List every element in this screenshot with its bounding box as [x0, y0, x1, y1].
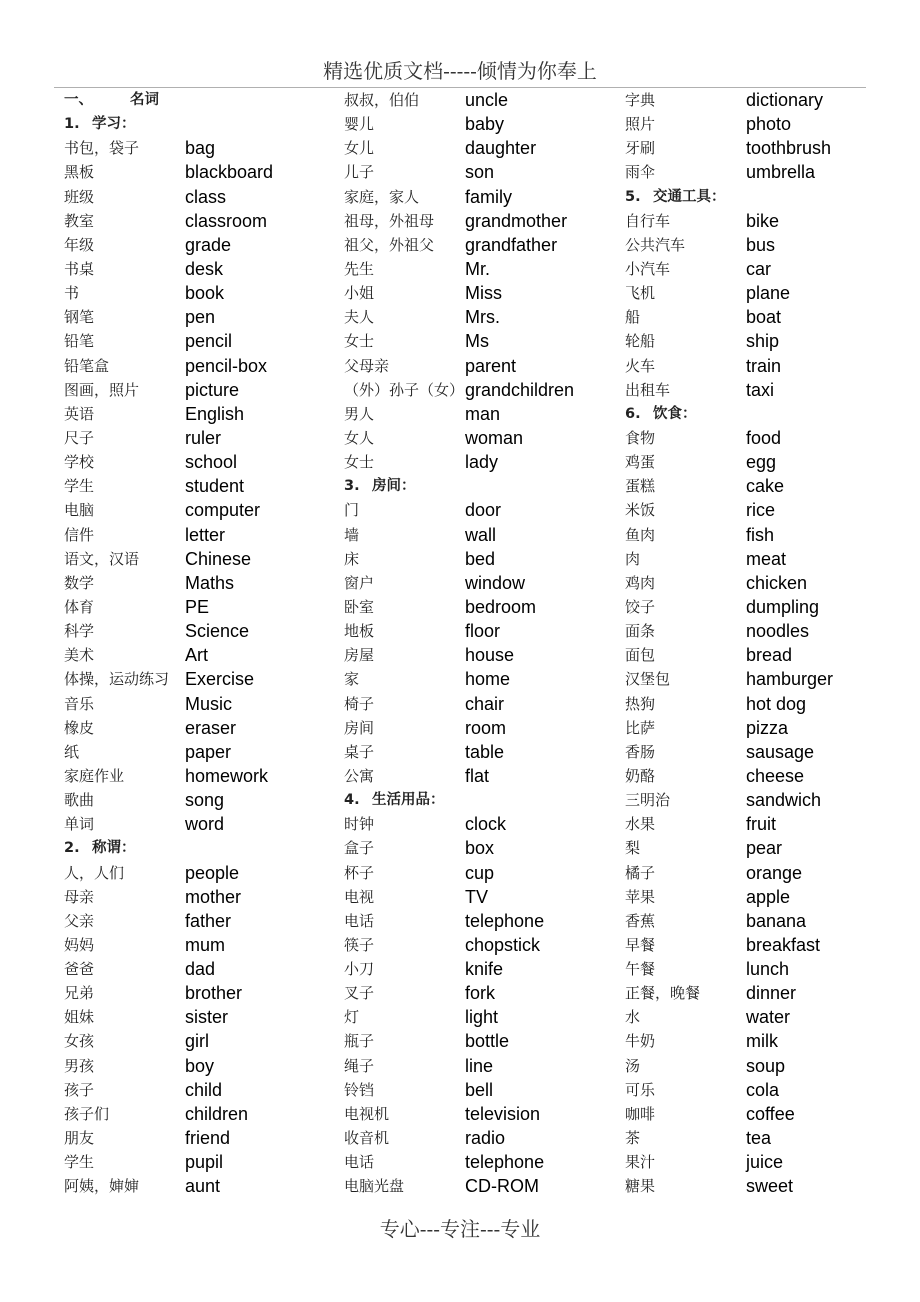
- chinese-term: 祖母，外祖母: [344, 211, 435, 230]
- english-term: Art: [185, 645, 209, 666]
- english-term: song: [185, 790, 225, 811]
- chinese-term: 妈妈: [64, 935, 95, 954]
- chinese-term: 飞机: [625, 284, 656, 303]
- chinese-term: 咖啡: [625, 1104, 656, 1123]
- section-number: 2.: [64, 840, 80, 857]
- section-heading-text: [344, 788, 445, 812]
- english-term: water: [746, 1007, 791, 1028]
- english-term: pencil: [185, 331, 233, 352]
- english-term: word: [185, 814, 225, 835]
- english-term: sister: [185, 1007, 229, 1028]
- english-term: cola: [746, 1079, 780, 1100]
- english-term: baby: [465, 114, 505, 135]
- chinese-term: 先生: [344, 259, 375, 278]
- english-term: Miss: [465, 283, 502, 304]
- english-term: boat: [746, 307, 782, 328]
- english-term: sausage: [746, 741, 815, 762]
- english-term: bed: [465, 548, 496, 569]
- chinese-term: 小姐: [344, 284, 375, 303]
- english-term: box: [465, 838, 495, 859]
- chinese-term: 梨: [625, 839, 641, 858]
- chinese-term: 出租车: [625, 380, 671, 399]
- english-term: knife: [465, 959, 504, 980]
- english-term: bottle: [465, 1031, 510, 1052]
- chinese-term: 图画，照片: [64, 380, 140, 399]
- english-term: house: [465, 645, 515, 666]
- english-term: mother: [185, 886, 242, 907]
- chinese-term: 窗户: [344, 573, 375, 592]
- english-term: mum: [185, 934, 225, 955]
- english-term: lunch: [746, 959, 790, 980]
- english-term: Ms: [465, 331, 489, 352]
- chinese-term: 椅子: [344, 694, 375, 713]
- english-term: Music: [185, 693, 233, 714]
- chinese-term: 房间: [344, 718, 375, 737]
- english-term: sweet: [746, 1176, 794, 1197]
- english-term: telephone: [465, 1152, 545, 1173]
- chinese-term: 单词: [64, 815, 95, 834]
- chinese-term: 电话: [344, 911, 375, 930]
- chinese-term: 小汽车: [625, 259, 671, 278]
- chinese-term: 牙刷: [625, 139, 656, 158]
- english-term: meat: [746, 548, 787, 569]
- chinese-term: 橡皮: [64, 718, 95, 737]
- chinese-term: 热狗: [625, 694, 656, 713]
- header-divider: [54, 87, 866, 88]
- english-term: desk: [185, 258, 224, 279]
- english-term: bread: [746, 645, 793, 666]
- english-term: Mr.: [465, 258, 490, 279]
- section-title: 饮食：: [653, 405, 697, 422]
- english-term: milk: [746, 1031, 778, 1052]
- chinese-term: 地板: [344, 622, 375, 641]
- english-term: TV: [465, 886, 489, 907]
- english-term: hot dog: [746, 693, 807, 714]
- chinese-term: 房屋: [344, 646, 375, 665]
- english-term: fish: [746, 524, 775, 545]
- section-heading-text: [64, 88, 159, 112]
- section-heading-text: [64, 112, 136, 136]
- chinese-term: 钢笔: [64, 308, 95, 327]
- english-term: father: [185, 910, 232, 931]
- chinese-term: 英语: [64, 404, 95, 423]
- section-heading-text: [625, 185, 726, 209]
- english-term: woman: [465, 427, 524, 448]
- chinese-term: 婴儿: [344, 115, 375, 134]
- chinese-term: 灯: [344, 1008, 360, 1027]
- english-term: fruit: [746, 814, 777, 835]
- section-title: 房间：: [372, 478, 416, 495]
- chinese-term: 铅笔盒: [64, 356, 110, 375]
- section-title: 称谓：: [92, 840, 136, 857]
- english-term: homework: [185, 765, 269, 786]
- chinese-term: 床: [344, 549, 360, 568]
- english-term: classroom: [185, 210, 268, 231]
- chinese-term: 卧室: [344, 597, 375, 616]
- english-term: flat: [465, 765, 490, 786]
- chinese-term: 姐妹: [64, 1008, 95, 1027]
- chinese-term: 收音机: [344, 1129, 390, 1148]
- section-title: 名词: [130, 92, 159, 108]
- chinese-term: 字典: [625, 91, 656, 109]
- chinese-term: 爸爸: [64, 960, 95, 979]
- chinese-term: 电视: [344, 887, 375, 906]
- chinese-term: 桌子: [344, 742, 375, 761]
- chinese-term: （外）孙子（女）: [344, 380, 465, 399]
- chinese-term: 语文，汉语: [64, 549, 140, 568]
- chinese-term: 可乐: [625, 1080, 656, 1099]
- chinese-term: 男人: [344, 404, 375, 423]
- english-term: toothbrush: [746, 138, 832, 159]
- section-heading-text: [64, 836, 136, 860]
- english-term: book: [185, 283, 225, 304]
- english-term: girl: [185, 1031, 210, 1052]
- chinese-term: 学生: [64, 1153, 95, 1172]
- chinese-term: 盒子: [344, 839, 375, 858]
- chinese-term: 父母亲: [344, 356, 390, 375]
- chinese-term: 男孩: [64, 1056, 95, 1075]
- english-term: student: [185, 476, 245, 497]
- english-term: PE: [185, 596, 210, 617]
- english-term: cup: [465, 862, 495, 883]
- chinese-term: 杯子: [344, 863, 375, 882]
- chinese-term: 时钟: [344, 815, 375, 834]
- english-term: bike: [746, 210, 780, 231]
- english-term: egg: [746, 452, 777, 473]
- chinese-term: 女孩: [64, 1032, 95, 1051]
- english-term: Maths: [185, 572, 235, 593]
- chinese-term: 孩子: [64, 1080, 95, 1099]
- english-term: paper: [185, 741, 232, 762]
- chinese-term: 书桌: [64, 259, 95, 278]
- english-term: pen: [185, 307, 216, 328]
- english-term: parent: [465, 355, 517, 376]
- english-term: bus: [746, 234, 776, 255]
- chinese-term: 班级: [64, 187, 95, 206]
- chinese-term: 牛奶: [625, 1032, 656, 1051]
- english-term: apple: [746, 886, 791, 907]
- chinese-term: 食物: [625, 428, 656, 447]
- english-term: television: [465, 1103, 541, 1124]
- english-term: computer: [185, 500, 261, 521]
- chinese-term: 体育: [64, 597, 95, 616]
- chinese-term: 兄弟: [64, 984, 95, 1003]
- chinese-term: 年级: [64, 235, 95, 254]
- english-term: blackboard: [185, 162, 274, 183]
- chinese-term: 橘子: [625, 863, 656, 882]
- chinese-term: 朋友: [64, 1129, 95, 1148]
- english-term: school: [185, 452, 238, 473]
- english-term: family: [465, 186, 513, 207]
- chinese-term: 香肠: [625, 742, 656, 761]
- chinese-term: 书包，袋子: [64, 139, 140, 158]
- english-term: letter: [185, 524, 226, 545]
- english-term: Science: [185, 621, 250, 642]
- english-term: table: [465, 741, 505, 762]
- english-term: light: [465, 1007, 499, 1028]
- english-term: aunt: [185, 1176, 221, 1197]
- chinese-term: 叔叔，伯伯: [344, 91, 420, 109]
- english-term: rice: [746, 500, 776, 521]
- english-term: son: [465, 162, 495, 183]
- chinese-term: 饺子: [625, 597, 656, 616]
- english-term: pear: [746, 838, 783, 859]
- chinese-term: 船: [625, 308, 641, 327]
- chinese-term: 水果: [625, 815, 656, 834]
- chinese-term: 家庭作业: [64, 766, 125, 785]
- english-term: clock: [465, 814, 507, 835]
- chinese-term: 香蕉: [625, 911, 656, 930]
- english-term: sandwich: [746, 790, 822, 811]
- chinese-term: 面包: [625, 646, 656, 665]
- english-term: coffee: [746, 1103, 795, 1124]
- english-term: chair: [465, 693, 505, 714]
- english-term: Mrs.: [465, 307, 500, 328]
- section-heading-text: [344, 474, 416, 498]
- english-term: taxi: [746, 379, 775, 400]
- english-term: class: [185, 186, 227, 207]
- english-term: umbrella: [746, 162, 816, 183]
- english-term: dictionary: [746, 90, 824, 110]
- english-term: noodles: [746, 621, 810, 642]
- chinese-term: 叉子: [344, 984, 375, 1003]
- page-header: 精选优质文档-----倾情为你奉上: [323, 59, 597, 83]
- chinese-term: 黑板: [64, 163, 95, 182]
- chinese-term: 汉堡包: [625, 670, 671, 689]
- chinese-term: 夫人: [344, 308, 375, 327]
- english-term: wall: [465, 524, 497, 545]
- chinese-term: 铃铛: [344, 1080, 375, 1099]
- english-term: bedroom: [465, 596, 537, 617]
- english-term: dinner: [746, 983, 797, 1004]
- chinese-term: 信件: [64, 525, 95, 544]
- chinese-term: 学校: [64, 453, 95, 472]
- chinese-term: 女士: [344, 332, 375, 351]
- chinese-term: 汤: [625, 1056, 641, 1075]
- english-term: dumpling: [746, 596, 820, 617]
- english-term: radio: [465, 1128, 506, 1149]
- chinese-term: 蛋糕: [625, 477, 656, 496]
- chinese-term: 肉: [625, 549, 641, 568]
- chinese-term: 糖果: [625, 1177, 656, 1196]
- chinese-term: 绳子: [344, 1056, 375, 1075]
- chinese-term: 父亲: [64, 911, 95, 930]
- english-term: boy: [185, 1055, 215, 1076]
- section-number: 3.: [344, 478, 360, 495]
- chinese-term: 鸡蛋: [625, 453, 656, 472]
- english-term: eraser: [185, 717, 237, 738]
- english-term: photo: [746, 114, 792, 135]
- chinese-term: 瓶子: [344, 1032, 375, 1051]
- chinese-term: 美术: [64, 646, 95, 665]
- english-term: ship: [746, 331, 780, 352]
- english-term: bell: [465, 1079, 494, 1100]
- chinese-term: 火车: [625, 356, 656, 375]
- chinese-term: 孩子们: [64, 1104, 110, 1123]
- english-term: car: [746, 258, 772, 279]
- chinese-term: 电脑光盘: [344, 1177, 405, 1196]
- english-term: orange: [746, 862, 803, 883]
- chinese-term: 科学: [64, 622, 95, 641]
- chinese-term: 早餐: [625, 935, 656, 954]
- english-term: food: [746, 427, 782, 448]
- chinese-term: 电脑: [64, 501, 95, 520]
- chinese-term: 茶: [625, 1129, 641, 1148]
- english-term: telephone: [465, 910, 545, 931]
- section-heading-text: [625, 402, 697, 426]
- section-title: 学习：: [92, 116, 136, 133]
- chinese-term: 家庭，家人: [344, 187, 420, 206]
- english-term: window: [465, 572, 526, 593]
- english-term: hamburger: [746, 669, 834, 690]
- section-title: 交通工具：: [653, 188, 726, 205]
- english-term: Chinese: [185, 548, 252, 569]
- english-term: grandfather: [465, 234, 558, 255]
- english-term: cheese: [746, 765, 805, 786]
- chinese-term: 墙: [344, 525, 360, 544]
- chinese-term: 阿姨，婶婶: [64, 1177, 140, 1196]
- chinese-term: 公共汽车: [625, 235, 686, 254]
- english-term: pencil-box: [185, 355, 268, 376]
- english-term: daughter: [465, 138, 537, 159]
- english-term: chopstick: [465, 934, 541, 955]
- chinese-term: 女儿: [344, 139, 375, 158]
- chinese-term: 电视机: [344, 1104, 390, 1123]
- chinese-term: 音乐: [64, 694, 95, 713]
- english-term: grade: [185, 234, 232, 255]
- chinese-term: 筷子: [344, 935, 375, 954]
- chinese-term: 自行车: [625, 211, 671, 230]
- chinese-term: 雨伞: [625, 163, 656, 182]
- chinese-term: 果汁: [625, 1153, 656, 1172]
- chinese-term: 儿子: [344, 163, 375, 182]
- chinese-term: 电话: [344, 1153, 375, 1172]
- chinese-term: 祖父，外祖父: [344, 235, 435, 254]
- english-term: children: [185, 1103, 249, 1124]
- section-number: 6.: [625, 405, 641, 422]
- chinese-term: 比萨: [625, 718, 656, 737]
- english-term: juice: [746, 1152, 784, 1173]
- english-term: cake: [746, 476, 785, 497]
- chinese-term: 苹果: [625, 887, 656, 906]
- english-term: floor: [465, 621, 501, 642]
- chinese-term: 米饭: [625, 501, 656, 520]
- english-term: fork: [465, 983, 496, 1004]
- english-term: soup: [746, 1055, 786, 1076]
- chinese-term: 小刀: [344, 960, 375, 979]
- english-term: line: [465, 1055, 494, 1076]
- english-term: English: [185, 403, 245, 424]
- chinese-term: 家: [344, 670, 360, 689]
- chinese-term: 母亲: [64, 887, 95, 906]
- english-term: door: [465, 500, 502, 521]
- section-number: 1.: [64, 116, 80, 133]
- chinese-term: 书: [64, 284, 80, 303]
- english-term: grandchildren: [465, 379, 575, 400]
- chinese-term: 教室: [64, 211, 95, 230]
- english-term: friend: [185, 1128, 231, 1149]
- chinese-term: 午餐: [625, 960, 656, 979]
- english-term: child: [185, 1079, 223, 1100]
- english-term: chicken: [746, 572, 808, 593]
- chinese-term: 面条: [625, 622, 656, 641]
- chinese-term: 鱼肉: [625, 525, 656, 544]
- english-term: Exercise: [185, 669, 255, 690]
- chinese-term: 尺子: [64, 428, 95, 447]
- chinese-term: 奶酪: [625, 766, 656, 785]
- chinese-term: 人，人们: [64, 863, 125, 882]
- english-term: pizza: [746, 717, 789, 738]
- english-term: grandmother: [465, 210, 568, 231]
- english-term: uncle: [465, 90, 509, 110]
- chinese-term: 轮船: [625, 332, 656, 351]
- english-term: CD-ROM: [465, 1176, 539, 1197]
- english-term: people: [185, 862, 240, 883]
- english-term: tea: [746, 1128, 772, 1149]
- chinese-term: 纸: [64, 742, 80, 761]
- english-term: brother: [185, 983, 243, 1004]
- chinese-term: 公寓: [344, 766, 375, 785]
- chinese-term: 正餐，晚餐: [625, 984, 701, 1003]
- english-term: dad: [185, 959, 216, 980]
- section-number: 4.: [344, 792, 360, 809]
- section-number: 5.: [625, 188, 641, 205]
- english-term: picture: [185, 379, 240, 400]
- english-term: man: [465, 403, 501, 424]
- english-term: lady: [465, 452, 499, 473]
- chinese-term: 体操，运动练习: [64, 670, 170, 689]
- english-term: bag: [185, 138, 216, 159]
- english-term: pupil: [185, 1152, 224, 1173]
- chinese-term: 歌曲: [64, 791, 95, 810]
- chinese-term: 女人: [344, 428, 375, 447]
- english-term: ruler: [185, 427, 222, 448]
- chinese-term: 女士: [344, 453, 375, 472]
- chinese-term: 照片: [625, 115, 656, 134]
- english-term: plane: [746, 283, 791, 304]
- section-title: 生活用品：: [372, 792, 445, 809]
- english-term: train: [746, 355, 782, 376]
- english-term: home: [465, 669, 511, 690]
- chinese-term: 铅笔: [64, 332, 95, 351]
- page-footer: 专心---专注---专业: [379, 1217, 541, 1241]
- english-term: breakfast: [746, 934, 821, 955]
- chinese-term: 鸡肉: [625, 573, 656, 592]
- chinese-term: 数学: [64, 573, 95, 592]
- chinese-term: 门: [344, 501, 360, 520]
- chinese-term: 三明治: [625, 791, 671, 810]
- english-term: room: [465, 717, 507, 738]
- section-number: 一、: [64, 92, 93, 108]
- chinese-term: 学生: [64, 477, 95, 496]
- english-term: banana: [746, 910, 807, 931]
- chinese-term: 水: [625, 1008, 641, 1027]
